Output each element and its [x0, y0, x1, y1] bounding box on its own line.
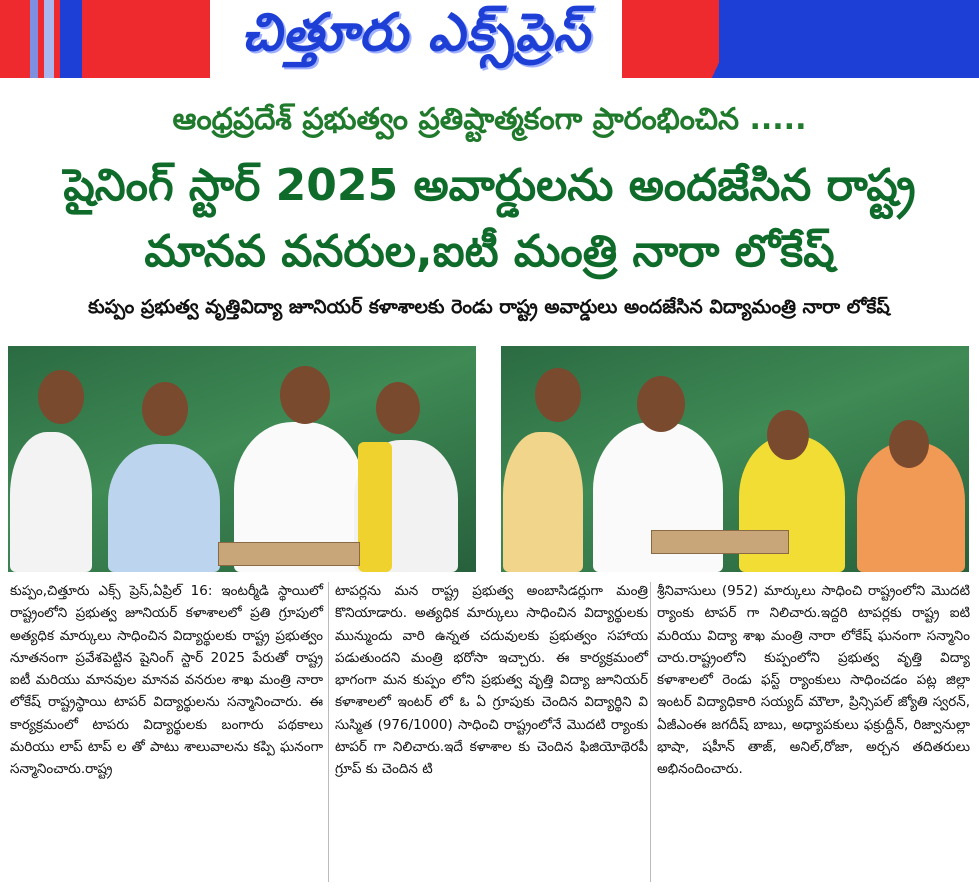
award-photo-left [8, 346, 476, 572]
headline-line-1: షైనింగ్ స్టార్ 2025 అవార్డులను అందజేసిన రాష్ట్ర [63, 160, 916, 211]
masthead-stripe [60, 0, 82, 78]
person-head [38, 370, 84, 424]
column-divider [650, 582, 651, 882]
masthead-stripe [30, 0, 38, 78]
article-column-2: టాపర్లను మన రాష్ట్ర ప్రభుత్వ అంబాసిడర్లుగా మంత్రి కొనియాడారు. అత్యధిక మార్కులు సాధించిన విద్యార్థులకు మున్ముందు వారి ఉన్నత చదువులకు ప్రభుత్వం సహాయ పడుతుందని మంత్రి భరోసా ఇచ్చారు. ఈ కార్యక్రమంలో భాగంగా మన కుప్పం లోని ప్రభుత్వ వృత్తి విద్యా జూనియర్ కళాశాలలో ఇంటర్ లో ఓ ఏ గ్రూపుకు చెందిన విద్యార్థిని వి సుస్మిత (976/1000) సాధించి రాష్ట్రంలోనే మొదటి ర్యాంకు టాపర్ గా నిలిచారు.ఇదే కళాశాల కు చెందిన ఫిజియోథెరపీ గ్రూప్ కు చెందిన టి [335, 583, 648, 778]
award-photo-right [501, 346, 969, 572]
masthead-title: చిత్తూరు ఎక్స్‌ప్రెస్ [241, 2, 591, 63]
person-head [637, 376, 685, 432]
masthead-blue-band-right [719, 0, 979, 78]
person-figure [503, 432, 583, 572]
laptop-box [651, 530, 789, 554]
column-divider [328, 582, 329, 882]
person-head [280, 366, 330, 424]
person-figure [108, 444, 220, 572]
person-head [889, 420, 929, 468]
masthead [0, 0, 979, 78]
headline-line-2: మానవ వనరుల,ఐటీ మంత్రి నారా లోకేష్ [144, 226, 835, 277]
laptop-box [218, 542, 360, 566]
person-head [767, 410, 809, 460]
article-column-3: శ్రీనివాసులు (952) మార్కులు సాధించి రాష్ట్రంలోని మొదటి ర్యాంకు టాపర్ గా నిలిచారు.ఇద్దరి టాపర్లకు రాష్ట్ర ఐటి మరియు విద్యా శాఖ మంత్రి నారా లోకేష్ ఘనంగా సన్మానిం చారు.రాష్ట్రంలోని కుప్పంలోని ప్రభుత్వ వృత్తి విద్యా కళాశాలలో రెండు ఫస్ట్ ర్యాంకులు సాధించడం పట్ల జిల్లా ఇంటర్ విద్యాధికారి సయ్యద్ మౌలా, ప్రిన్సిపల్ జ్యోతి స్వరన్, ఏజీఎంఈ జగదీష్ బాబు, అధ్యాపకులు ఫక్రుద్దీన్, రిజ్వానుల్లా భాషా, షహీన్ తాజ్, అనిల్,రోజా, అర్చన తదితరులు అభినందించారు. [657, 583, 970, 778]
kicker: ఆంధ్రప్రదేశ్ ప్రభుత్వం ప్రతిష్టాత్మకంగా ప్రారంభించిన ..... [172, 102, 807, 137]
masthead-stripe [44, 0, 54, 78]
subhead: కుప్పం ప్రభుత్వ వృత్తివిద్యా జూనియర్ కళాశాలకు రెండు రాష్ట్ర అవార్డులు అందజేసిన విద్యామంత్రి నారా లోకేష్ [88, 296, 890, 318]
person-head [535, 368, 581, 422]
article-column-1: కుప్పం,చిత్తూరు ఎక్స్ ప్రెస్,ఏప్రిల్ 16: ఇంటర్మీడి స్థాయిలో రాష్ట్రంలోని ప్రభుత్వ జూనియర్ కళాశాలలో ప్రతి గ్రూపులో అత్యధిక మార్కులు సాధించిన విద్యార్థులకు రాష్ట్ర ప్రభుత్వం నూతనంగా ప్రవేశపెట్టిన షైనింగ్ స్టార్ 2025 పేరుతో రాష్ట్ర ఐటీ మరియు మానవుల మానవ వనరుల శాఖ మంత్రి నారా లోకేష్ రాష్ట్రస్థాయి టాపర్ విద్యార్థులను సన్మానించారు. ఈ కార్యక్రమంలో టాపరు విద్యార్థులకు బంగారు పథకాలు మరియు లాప్ టాప్ ల తో పాటు శాలువాలను కప్పి ఘనంగా సన్మానించారు.రాష్ట్ర [10, 583, 323, 778]
shawl [358, 442, 392, 572]
person-head [142, 382, 188, 436]
person-head [376, 382, 420, 434]
person-figure [10, 432, 92, 572]
